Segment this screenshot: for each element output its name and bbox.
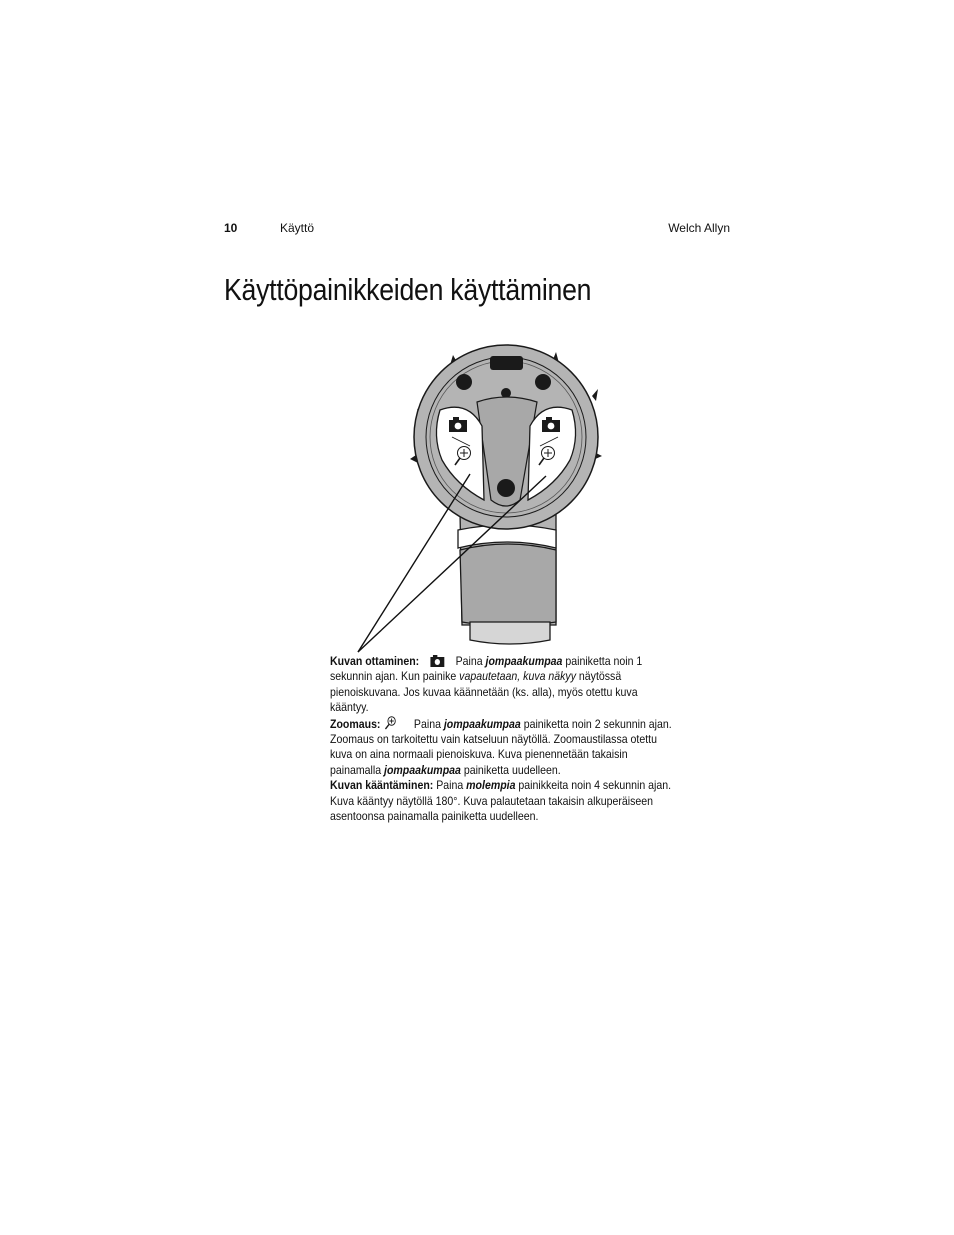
page-number: 10: [224, 221, 238, 235]
device-button-illustration: [330, 340, 630, 656]
device-base: [470, 622, 550, 644]
upper-right-dot: [535, 374, 551, 390]
page-title: Käyttöpainikkeiden käyttäminen: [224, 272, 592, 307]
zoom-label: Zoomaus:: [330, 716, 381, 731]
zoom-in-icon: [383, 716, 397, 730]
section-name: Käyttö: [280, 221, 315, 235]
zoom-paragraph: Zoomaus: Paina jompaakumpaa painiketta noin 2 sekunnin ajan. Zoomaus on tarkoitettu vain katseluun näytöllä. Zoomaustilassa otettu kuva on aina normaali pienoiskuva. Kuva pienennetään takaisin painamalla jompaakumpaa painiketta uudelleen.: [330, 716, 672, 777]
device-grip: [460, 544, 556, 626]
rotate-paragraph: Kuvan kääntäminen: Paina molempia painikkeita noin 4 sekunnin ajan. Kuva kääntyy näytöllä 180°. Kuva palautetaan takaisin alkuperäiseen asentoonsa painamalla painiketta uudelleen.: [330, 778, 672, 824]
brand-name: Welch Allyn: [668, 221, 730, 235]
button-instructions: [330, 654, 678, 824]
capture-paragraph: Kuvan ottaminen: Paina jompaakumpaa painiketta noin 1 sekunnin ajan. Kun painike vapautetaan, kuva näkyy näytössä pienoiskuvana. Jos kuvaa käännetään (ks. alla), myös otettu kuva kääntyy.: [330, 654, 643, 715]
capture-label: Kuvan ottaminen:: [330, 654, 420, 668]
rotate-label: Kuvan kääntäminen:: [330, 778, 434, 793]
page-header: [224, 221, 730, 239]
camera-icon: [430, 655, 444, 667]
upper-left-dot: [456, 374, 472, 390]
top-port: [490, 356, 523, 370]
center-button: [497, 479, 515, 497]
